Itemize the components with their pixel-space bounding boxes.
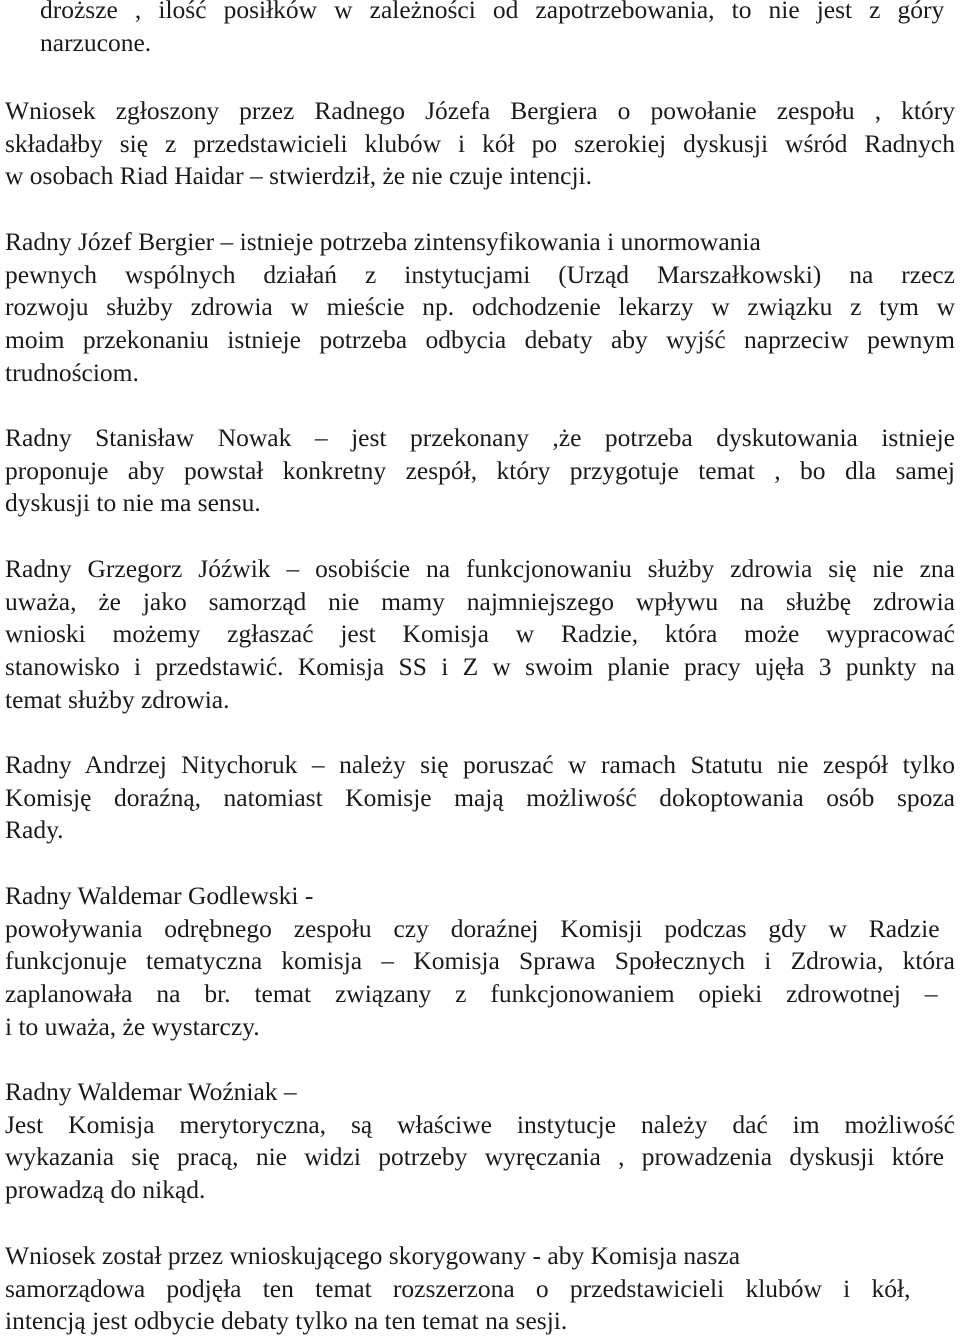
paragraph-line: samorządowa podjęła ten temat rozszerzona o przedstawicieli klubów i kół, [5,1273,911,1303]
paragraph-motion-corrected [5,1240,955,1338]
paragraph-waldemar-godlewski [5,880,955,1044]
paragraph-line: moim przekonaniu istnieje potrzeba odbycia debaty aby wyjść naprzeciw pewnym [5,325,955,355]
paragraph-line: Rady. [5,815,64,845]
paragraph-andrzej-nitychoruk [5,749,955,847]
paragraph-line: rozwoju służby zdrowia w mieście np. odchodzenie lekarzy w związku z tym w [5,292,955,322]
paragraph-waldemar-wozniak [5,1076,955,1207]
paragraph-line: temat służby zdrowia. [5,684,230,714]
paragraph-line: wykazania się pracą, nie widzi potrzeby wyręczania , prowadzenia dyskusji które [5,1142,945,1172]
paragraph-jozef-bergier [5,226,955,390]
paragraph-line: proponuje aby powstał konkretny zespół, który przygotuje temat , bo dla samej [5,455,955,485]
paragraph-grzegorz-jozwik [5,553,955,717]
paragraph-line: Radny Grzegorz Jóźwik – osobiście na funkcjonowaniu służby zdrowia się nie zna [5,554,955,583]
paragraph-line: trudnościom. [5,357,139,387]
paragraph-line: Radny Andrzej Nitychoruk – należy się poruszać w ramach Statutu nie zespół tylko [5,750,955,779]
paragraph-line: Radny Waldemar Woźniak – [5,1077,297,1106]
paragraph-line: powoływania odrębnego zespołu czy doraźnej Komisji podczas gdy w Radzie [5,913,940,943]
paragraph-line: i to uważa, że wystarczy. [5,1011,260,1041]
paragraph-line: w osobach Riad Haidar – stwierdził, że nie czuje intencji. [5,161,592,191]
paragraph-line: funkcjonuje tematyczna komisja – Komisja Sprawa Społecznych i Zdrowia, która [5,946,955,976]
paragraph-line: zaplanowała na br. temat związany z funkcjonowaniem opieki zdrowotnej – [5,979,938,1009]
paragraph-line: Radny Stanisław Nowak – jest przekonany ,że potrzeba dyskutowania istnieje [5,423,955,452]
paragraph-line: narzucone. [40,27,152,57]
paragraph-line: prowadzą do nikąd. [5,1175,206,1205]
paragraph-line: Wniosek został przez wnioskującego skorygowany - aby Komisja nasza [5,1241,741,1270]
paragraph-line: Wniosek zgłoszony przez Radnego Józefa Bergiera o powołanie zespołu , który [5,96,955,125]
paragraph-line: stanowisko i przedstawić. Komisja SS i Z w swoim planie pracy ujęła 3 punkty na [5,652,955,682]
paragraph-line: składałby się z przedstawicieli klubów i kół po szerokiej dyskusji wśród Radnych [5,128,955,158]
paragraph-line: droższe , ilość posiłków w zależności od zapotrzebowania, to nie jest z góry [40,0,945,24]
paragraph-motion-bergier [5,95,955,193]
paragraph-line: dyskusji to nie ma sensu. [5,488,261,518]
paragraph-line: Komisję doraźną, natomiast Komisje mają możliwość dokoptowania osób spoza [5,782,955,812]
paragraph-line: wnioski możemy zgłaszać jest Komisja w Radzie, która może wypracować [5,619,955,649]
paragraph-line: pewnych wspólnych działań z instytucjami (Urząd Marszałkowski) na rzecz [5,259,955,289]
paragraph-line: intencją jest odbycie debaty tylko na ten temat na sesji. [5,1306,568,1336]
paragraph-line: Radny Józef Bergier – istnieje potrzeba zintensyfikowania i unormowania [5,227,761,256]
paragraph-line: Jest Komisja merytoryczna, są właściwe instytucje należy dać im możliwość [5,1109,955,1139]
paragraph-stanislaw-nowak [5,422,955,520]
paragraph-line: uważa, że jako samorząd nie mamy najmniejszego wpływu na służbę zdrowia [5,586,955,616]
paragraph-meals [40,0,955,59]
paragraph-line: Radny Waldemar Godlewski - [5,881,314,910]
